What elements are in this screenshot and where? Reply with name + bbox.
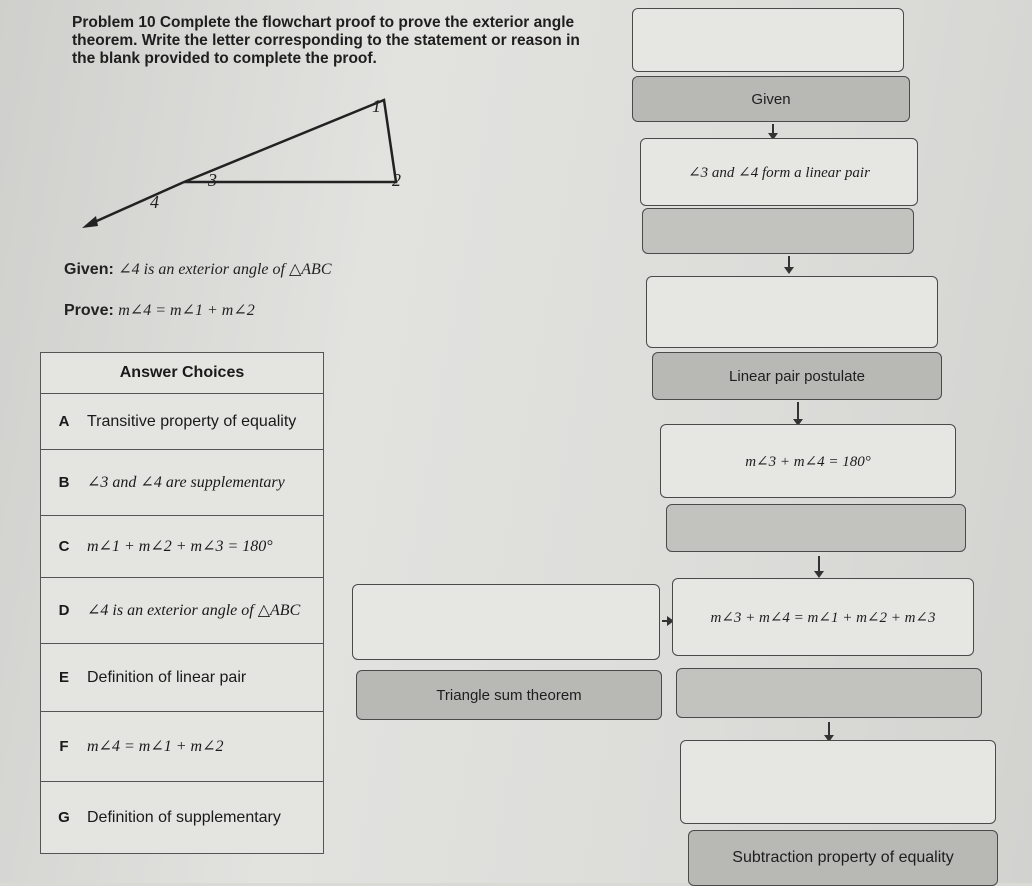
- angle-label-4: 4: [150, 192, 159, 212]
- subtraction-property-box: Subtraction property of equality: [688, 830, 998, 886]
- given-label: Given:: [64, 261, 114, 278]
- blank-reason-2[interactable]: [666, 504, 966, 552]
- down-arrow-icon: [818, 556, 820, 572]
- right-arrow-icon: [662, 620, 668, 622]
- prove-line: [64, 300, 255, 320]
- sum-equal-statement-box: m∠3 + m∠4 = m∠1 + m∠2 + m∠3: [672, 578, 974, 656]
- given-text: ∠4 is an exterior angle of △ABC: [118, 261, 332, 278]
- answer-choice-c: [41, 516, 323, 578]
- problem-statement: Problem 10 Complete the flowchart proof to prove the exterior angle theorem. Write the letter corresponding to the statement or reason in the blank provided to complete the proof.: [72, 14, 580, 67]
- given-line: [64, 259, 332, 279]
- blank-statement-1[interactable]: [632, 8, 904, 72]
- down-arrow-icon: [772, 124, 774, 134]
- blank-statement-3[interactable]: [352, 584, 660, 660]
- prove-text: m∠4 = m∠1 + m∠2: [118, 302, 255, 319]
- linear-pair-postulate-box: Linear pair postulate: [652, 352, 942, 400]
- choice-text: Definition of supplementary: [87, 808, 281, 826]
- angle-label-2: 2: [392, 170, 401, 190]
- blank-reason-3[interactable]: [676, 668, 982, 718]
- answer-choices-table: [40, 352, 324, 854]
- angle-label-3: 3: [208, 170, 217, 190]
- sum-180-statement-box: m∠3 + m∠4 = 180°: [660, 424, 956, 498]
- choice-text: ∠4 is an exterior angle of △ABC: [87, 602, 301, 619]
- blank-statement-4[interactable]: [680, 740, 996, 824]
- choice-text: Transitive property of equality: [87, 413, 297, 430]
- choice-letter: F: [59, 738, 69, 755]
- prove-label: Prove:: [64, 302, 114, 319]
- choice-text: ∠3 and ∠4 are supplementary: [87, 474, 285, 491]
- down-arrow-icon: [797, 402, 799, 420]
- reason-given-box: Given: [632, 76, 910, 122]
- answer-choice-a: [41, 394, 323, 450]
- angle-label-1: 1: [372, 96, 381, 116]
- choice-letter: B: [58, 474, 70, 491]
- blank-reason-1[interactable]: [642, 208, 914, 254]
- choice-letter: G: [58, 808, 70, 826]
- down-arrow-icon: [788, 256, 790, 268]
- answer-choice-e: [41, 644, 323, 712]
- answer-choice-g: [41, 782, 323, 852]
- choice-text: Definition of linear pair: [87, 669, 247, 686]
- choice-letter: D: [58, 602, 70, 619]
- choice-text: m∠1 + m∠2 + m∠3 = 180°: [87, 538, 273, 555]
- down-arrow-icon: [828, 722, 830, 736]
- triangle-figure: [70, 88, 430, 238]
- blank-statement-2[interactable]: [646, 276, 938, 348]
- answer-choice-b: [41, 450, 323, 516]
- choice-text: m∠4 = m∠1 + m∠2: [87, 738, 224, 755]
- answer-choices-title: Answer Choices: [41, 353, 323, 394]
- choice-letter: E: [58, 669, 69, 686]
- choice-letter: A: [58, 413, 70, 430]
- answer-choice-f: [41, 712, 323, 782]
- choice-letter: C: [58, 538, 70, 555]
- linear-pair-statement-box: ∠3 and ∠4 form a linear pair: [640, 138, 918, 206]
- triangle-sum-theorem-box: Triangle sum theorem: [356, 670, 662, 720]
- answer-choice-d: [41, 578, 323, 644]
